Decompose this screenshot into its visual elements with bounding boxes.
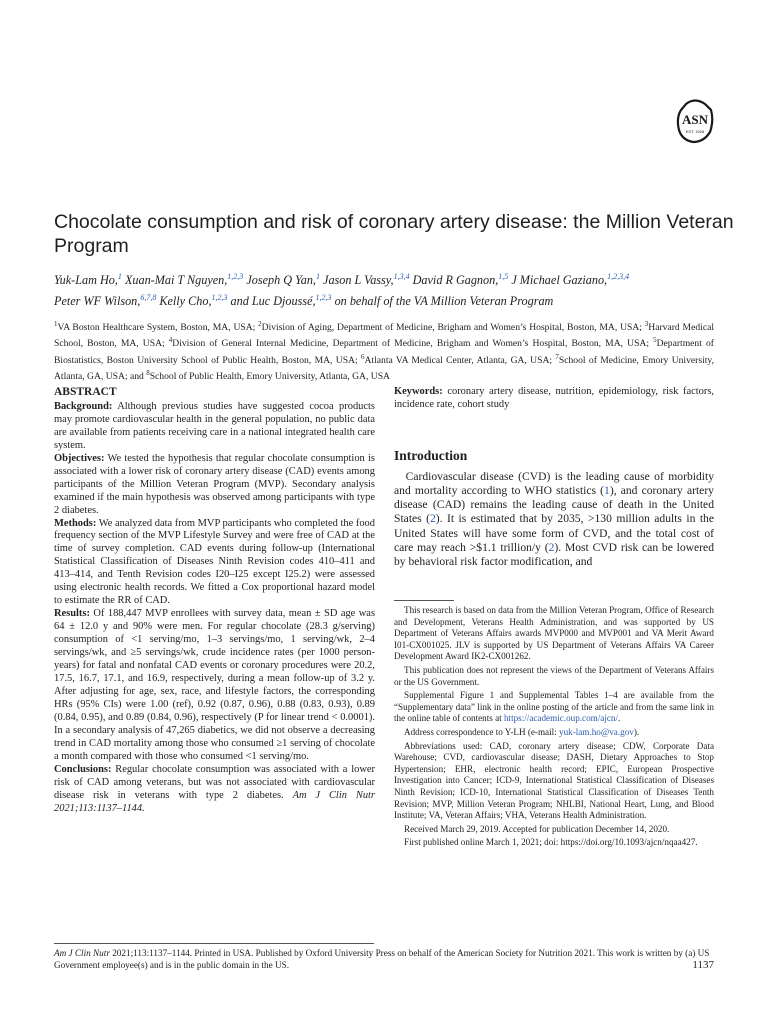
affil-number: 6 <box>361 352 365 361</box>
intro-text: ). Most CVD risk can be lowered by behavioral risk factor modification, and <box>394 540 714 569</box>
affil-number: 5 <box>653 336 657 345</box>
author-affil-ref[interactable]: 1,2,3 <box>211 293 228 303</box>
methods-text: We analyzed data from MVP participants who completed the food frequency section of the MVP Lifestyle Survey and were free of CAD at the time of survey completion. CAD events during follow-up (International Statistical Classification of Diseases Ninth Revision codes 410–411 and 413–414, and Tenth Revision codes I20–I25 except I25.2) were assessed using electronic health records. We fitted a Cox proportional hazard model to estimate the RR of CAD. <box>54 517 375 607</box>
abstract <box>54 386 375 815</box>
author-name: Peter WF Wilson, <box>54 294 141 309</box>
address-text: Address correspondence to Y-LH (e-mail: <box>404 726 559 737</box>
supplemental-link[interactable]: https://academic.oup.com/ajcn/ <box>503 713 619 724</box>
footnote-divider <box>394 600 454 601</box>
author-name: Joseph Q Yan, <box>243 273 316 288</box>
footer-divider <box>54 943 374 944</box>
affil-text: Division of General Internal Medicine, Department of Medicine, Brigham and Women’s Hospital, Boston, MA, USA; <box>172 338 654 350</box>
page-footer <box>54 947 714 971</box>
author-affil-ref[interactable]: 1 <box>315 272 320 281</box>
footnote-funding: This research is based on data from the Million Veteran Program, Office of Research and Development, Veterans Health Administration, and was supported by US Department of Veterans Affairs awards MVP000 and MVP001 and VA Merit Award I01-CX001025. JLV is supported by US Department of Veterans Affairs VA Career Development Award IK2-CX001262. <box>394 605 714 662</box>
author-name: and Luc Djoussé, <box>227 294 316 309</box>
logo-subtext: EST. 1928 <box>685 129 705 134</box>
abstract-heading: ABSTRACT <box>54 386 117 398</box>
author-name: David R Gagnon, <box>409 273 499 288</box>
objectives-label: Objectives: <box>54 452 105 464</box>
reference-link[interactable]: 1 <box>604 484 610 498</box>
article-title: Chocolate consumption and risk of coronary artery disease: the Million Veteran Program <box>54 211 734 257</box>
author-affil-ref[interactable]: 1,2,3 <box>227 272 244 281</box>
affil-number: 4 <box>168 336 173 345</box>
affil-text: Division of Aging, Department of Medicine, Brigham and Women’s Hospital, Boston, MA, USA; <box>261 322 645 334</box>
keywords <box>394 386 714 412</box>
footnotes <box>394 605 714 851</box>
keywords-label: Keywords: <box>394 386 443 397</box>
affil-text: School of Public Health, Emory University, Atlanta, GA, USA <box>149 371 390 383</box>
affiliations <box>54 318 714 384</box>
asn-society-logo-icon <box>676 98 714 144</box>
reference-link[interactable]: 2 <box>548 540 555 554</box>
footnote-address <box>394 727 714 739</box>
address-end: ). <box>633 726 640 737</box>
logo-text: ASN <box>681 112 709 127</box>
introduction-heading: Introduction <box>394 447 468 463</box>
intro-text: ). It is estimated that by 2035, >130 million adults in the United States will have some form of CVD, and the total cost of care may reach >$1.1 trillion/y ( <box>394 512 715 554</box>
author-name: J Michael Gaziano, <box>508 273 608 288</box>
author-affil-ref[interactable]: 1,5 <box>498 272 509 281</box>
results-text: Of 188,447 MVP enrollees with survey data, mean ± SD age was 64 ± 12.0 y and 90% were men. For regular chocolate (28.3 g/serving) consumption of <1 serving/mo, 1–3 servings/mo, 1 serving/wk, 2–4 servings/wk, and ≥5 servings/wk, crude incidence rates (per 1000 person-years) for fatal and nonfatal CAD events or coronary procedures were 20.2, 17.5, 16.7, 17.1, and 16.9, respectively, during a mean follow-up of 3.2 y. After adjusting for age, sex, race, and lifestyle factors, the corresponding HRs (95% CIs) were 1.00 (ref), 0.92 (0.87, 0.96), 0.88 (0.83, 0.93), 0.89 (0.84, 0.95), and 0.89 (0.84, 0.96), respectively (P for linear trend < 0.0001). In a secondary analysis of 47,265 diabetics, we did not observe a decreasing trend in CAD mortality among those who consumed ≥1 serving of chocolate a month compared with those who consumed <1 serving/mo. <box>54 608 375 762</box>
email-link[interactable]: yuk-lam.ho@va.gov <box>559 726 634 737</box>
author-affil-ref[interactable]: 1,2,3 <box>315 293 332 303</box>
author-affil-ref[interactable]: 1 <box>117 272 122 281</box>
affil-text: Atlanta VA Medical Center, Atlanta, GA, USA; <box>364 355 556 367</box>
abstract-citation: Am J Clin Nutr 2021;113:1137–1144. <box>54 789 375 814</box>
footnote-supplemental <box>394 690 714 725</box>
author-affil-ref[interactable]: 1,3,4 <box>393 272 410 281</box>
introduction-paragraph <box>394 470 714 569</box>
affil-text: VA Boston Healthcare System, Boston, MA, USA; <box>57 322 259 334</box>
affil-number: 1 <box>54 320 58 328</box>
abstract-conclusions <box>54 764 375 816</box>
affil-number: 3 <box>644 320 649 328</box>
intro-text: Cardiovascular disease (CVD) is the leading cause of morbidity and mortality according to WHO statistics ( <box>394 469 714 498</box>
affil-text: Department of Biostatistics, Boston University School of Public Health, Boston, MA, USA; <box>54 338 714 367</box>
author-name: Xuan-Mai T Nguyen, <box>121 273 228 288</box>
conclusions-text: Regular chocolate consumption was associated with a lower risk of CAD among veterans, but was not associated with cardiovascular disease risk in veterans with type 2 diabetes. <box>54 763 375 801</box>
author-affil-ref[interactable]: 1,2,3,4 <box>607 272 630 281</box>
affil-number: 8 <box>146 369 150 378</box>
right-column <box>394 386 714 569</box>
background-label: Background: <box>54 400 113 412</box>
footer-text: 2021;113:1137–1144. Printed in USA. Published by Oxford University Press on behalf of the American Society for Nutrition 2021. This work is written by (a) US Government employee(s) and is in the public domain in the US. <box>54 948 710 970</box>
background-text: Although previous studies have suggested cocoa products may promote cardiovascular health in the general population, no public data are available from patients receiving care in a national integrated health care system. <box>54 400 375 451</box>
author-group: on behalf of the VA Million Veteran Program <box>331 294 554 309</box>
author-name: Yuk-Lam Ho, <box>54 273 118 288</box>
abstract-objectives <box>54 453 375 518</box>
abstract-results <box>54 608 375 763</box>
footer-journal: Am J Clin Nutr <box>54 948 110 958</box>
objectives-text: We tested the hypothesis that regular chocolate consumption is associated with a lower risk of coronary artery disease (CAD) events among participants of the Million Veteran Program (MVP). Secondary analysis examined if the main hypothesis was observed among participants with type 2 diabetes. <box>54 452 375 516</box>
author-name: Jason L Vassy, <box>319 273 394 288</box>
author-name: Kelly Cho, <box>156 294 212 309</box>
abstract-background <box>54 401 375 453</box>
page-number: 1137 <box>692 959 714 971</box>
footnote-abbreviations: Abbreviations used: CAD, coronary artery disease; CDW, Corporate Data Warehouse; CVD, cardiovascular disease; DASH, Dietary Approaches to Stop Hypertension; EHR, electronic health record; EPIC, European Prospective Investigation into Cancer; ICD-9, International Statistical Classification of Diseases Ninth Revision; ICD-10, International Statistical Classification of Diseases Tenth Revision; MVP, Million Veteran Program; NHLBI, National Heart, Lung, and Blood Institute; VA, Veteran Affairs; VHA, Veterans Health Administration. <box>394 740 714 821</box>
footnote-published: First published online March 1, 2021; doi: https://doi.org/10.1093/ajcn/nqaa427. <box>404 837 698 848</box>
supplemental-text: Supplemental Figure 1 and Supplemental Tables 1–4 are available from the “Supplementary data” link in the online posting of the article and from the same link in the online table of contents at <box>394 690 714 724</box>
footnote-disclaimer: This publication does not represent the views of the Department of Veterans Affairs or the US Government. <box>394 664 714 687</box>
affil-number: 7 <box>555 352 559 361</box>
author-affil-ref[interactable]: 6,7,8 <box>140 293 157 303</box>
footnote-received: Received March 29, 2019. Accepted for publication December 14, 2020. <box>404 823 670 834</box>
intro-text: ), and coronary artery disease (CAD) remains the leading cause of death in the United States ( <box>394 484 714 526</box>
methods-label: Methods: <box>54 517 97 529</box>
reference-link[interactable]: 2 <box>430 512 436 526</box>
affil-number: 2 <box>258 320 262 328</box>
conclusions-label: Conclusions: <box>54 763 112 775</box>
abstract-methods <box>54 518 375 609</box>
affil-text: Harvard Medical School, Boston, MA, USA; <box>54 322 714 350</box>
affil-text: School of Medicine, Emory University, Atlanta, GA, USA; and <box>54 355 714 383</box>
results-label: Results: <box>54 608 90 620</box>
keywords-text: coronary artery disease, nutrition, epidemiology, risk factors, incidence rate, cohort study <box>394 386 714 410</box>
supplemental-end: . <box>618 713 621 724</box>
author-list <box>54 268 724 310</box>
